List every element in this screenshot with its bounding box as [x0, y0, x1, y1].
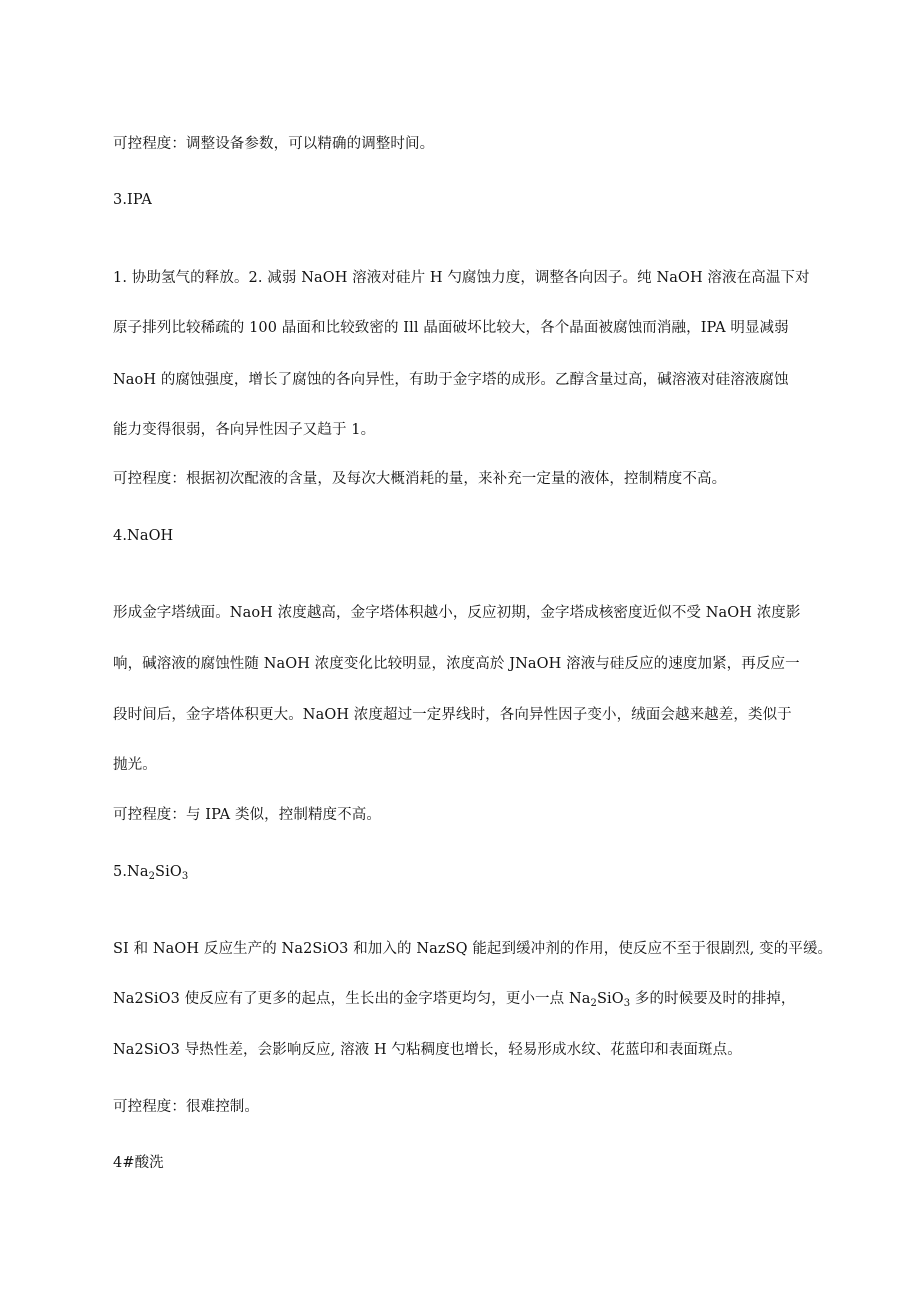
paragraph-line: 可控程度：与 IPA 类似，控制精度不高。 — [113, 807, 381, 823]
paragraph-line: 可控程度：很难控制。 — [113, 1099, 259, 1115]
paragraph-line: Na2SiO3 导热性差，会影响反应, 溶液 H 勺粘稠度也增长，轻易形成水纹、花蓝印和表面斑点。 — [113, 1042, 742, 1058]
paragraph-line: NaoH 的腐蚀强度，增长了腐蚀的各向异性，有助于金字塔的成形。乙醇含量过高，碱溶液对硅溶液腐蚀 — [113, 372, 789, 388]
section-heading: 4.NaOH — [113, 528, 174, 544]
paragraph-line: 可控程度：调整设备参数，可以精确的调整时间。 — [113, 136, 435, 152]
paragraph-line — [113, 989, 796, 1014]
heading-text: 5.Na — [113, 864, 149, 880]
paragraph-line: 响，碱溶液的腐蚀性随 NaOH 浓度变化比较明显，浓度高於 JNaOH 溶液与硅反应的速度加紧，再反应一 — [113, 656, 800, 672]
heading-text: SiO — [155, 864, 182, 880]
subscript: 3 — [181, 871, 189, 882]
text-run: SiO — [596, 991, 624, 1007]
subscript: 2 — [148, 871, 156, 882]
paragraph-line: 1. 协助氢气的释放。2. 减弱 NaOH 溶液对硅片 H 勺腐蚀力度，调整各向因子。纯 NaOH 溶液在高温下对 — [113, 270, 810, 286]
paragraph-line: 可控程度：根据初次配液的含量，及每次大概消耗的量，来补充一定量的液体，控制精度不高。 — [113, 471, 727, 487]
paragraph-line: 能力变得很弱，各向异性因子又趋于 1。 — [113, 422, 376, 438]
paragraph-line: SI 和 NaOH 反应生产的 Na2SiO3 和加入的 NazSQ 能起到缓冲剂的作用，使反应不至于很剧烈, 变的平缓。 — [113, 941, 833, 957]
paragraph-line: 形成金字塔绒面。NaoH 浓度越高，金字塔体积越小，反应初期，金字塔成核密度近似不受 NaOH 浓度影 — [113, 605, 801, 621]
text-run: Na2SiO3 使反应有了更多的起点，生长出的金字塔更均匀，更小一点 Na — [113, 991, 591, 1007]
subscript: 2 — [590, 998, 597, 1009]
paragraph-line: 原子排列比较稀疏的 100 晶面和比较致密的 Ill 晶面破坏比较大，各个晶面被腐蚀而消融，IPA 明显减弱 — [113, 320, 789, 336]
subscript: 3 — [623, 998, 631, 1009]
text-run: 多的时候要及时的排掉， — [630, 991, 796, 1007]
paragraph-line: 抛光。 — [113, 757, 157, 773]
section-heading: 3.IPA — [113, 192, 152, 208]
section-heading: 4#酸洗 — [113, 1155, 164, 1171]
section-heading — [113, 862, 188, 887]
paragraph-line: 段时间后，金字塔体积更大。NaOH 浓度超过一定界线时，各向异性因子变小，绒面会越来越差，类似于 — [113, 707, 792, 723]
